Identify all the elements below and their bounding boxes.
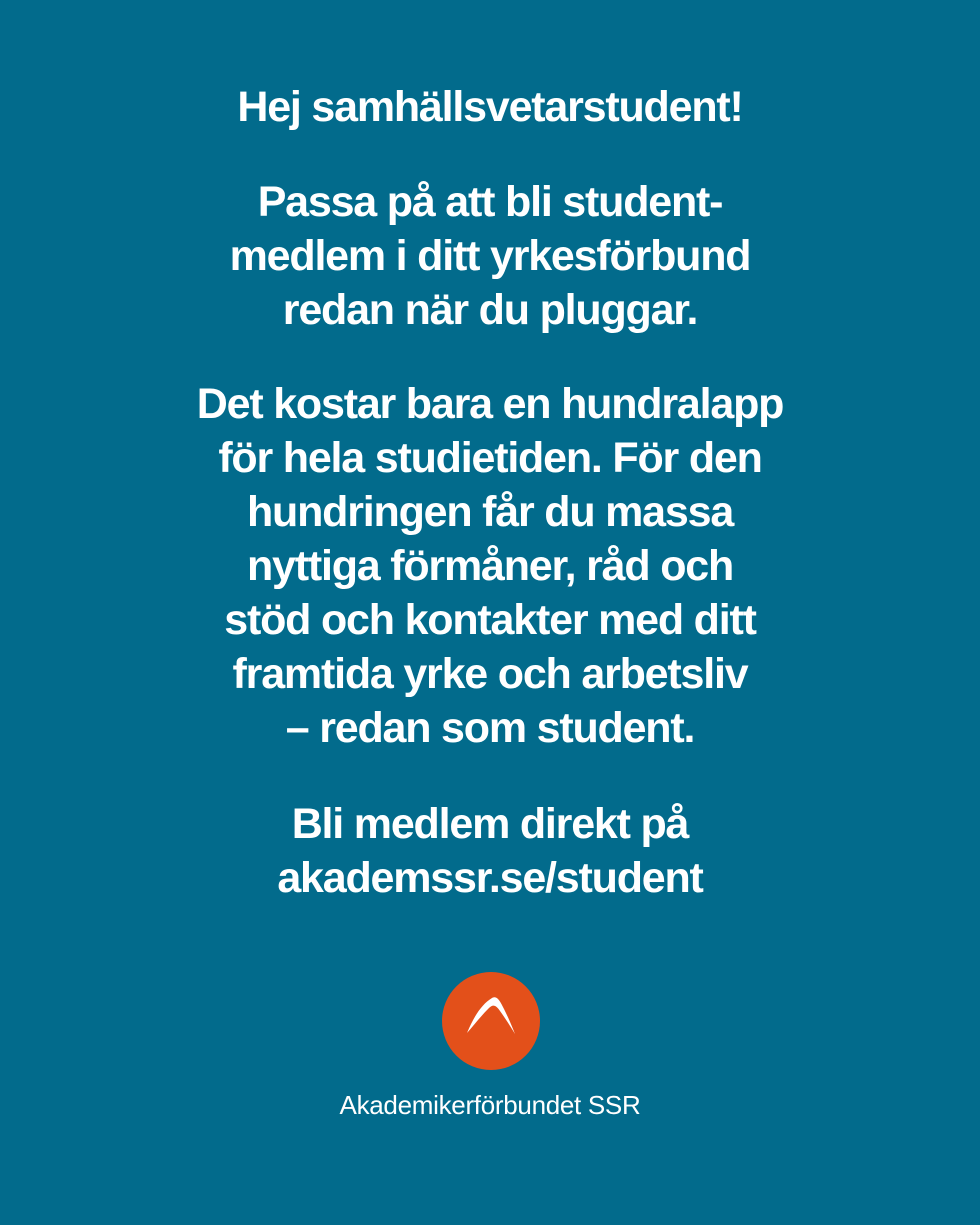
paragraph-line: – redan som student. <box>285 704 695 752</box>
cta-line: Bli medlem direkt på <box>291 800 689 848</box>
paragraph-line: Det kostar bara en hundralapp <box>196 380 784 428</box>
organization-name: Akademikerförbundet SSR <box>339 1090 641 1120</box>
paragraph-line: redan när du pluggar. <box>282 286 698 334</box>
cta-url: akademssr.se/student <box>277 854 703 902</box>
logo-circle <box>442 972 540 1070</box>
greeting-line: Hej samhällsvetarstudent! <box>237 83 743 131</box>
paragraph-line: för hela studietiden. För den <box>218 434 762 482</box>
paragraph-line: framtida yrke och arbetsliv <box>232 650 748 698</box>
paragraph-line: stöd och kontakter med ditt <box>224 596 756 644</box>
membership-benefits-paragraph <box>60 377 920 755</box>
paragraph-line: Passa på att bli student- <box>257 178 723 226</box>
greeting-heading <box>60 80 920 134</box>
chevron-arc-logo-icon <box>441 971 541 1071</box>
paragraph-line: nyttiga förmåner, råd och <box>246 542 734 590</box>
paragraph-line: medlem i ditt yrkesförbund <box>229 232 751 280</box>
call-to-action <box>60 797 920 905</box>
paragraph-line: hundringen får du massa <box>246 488 734 536</box>
membership-intro-paragraph <box>60 175 920 337</box>
